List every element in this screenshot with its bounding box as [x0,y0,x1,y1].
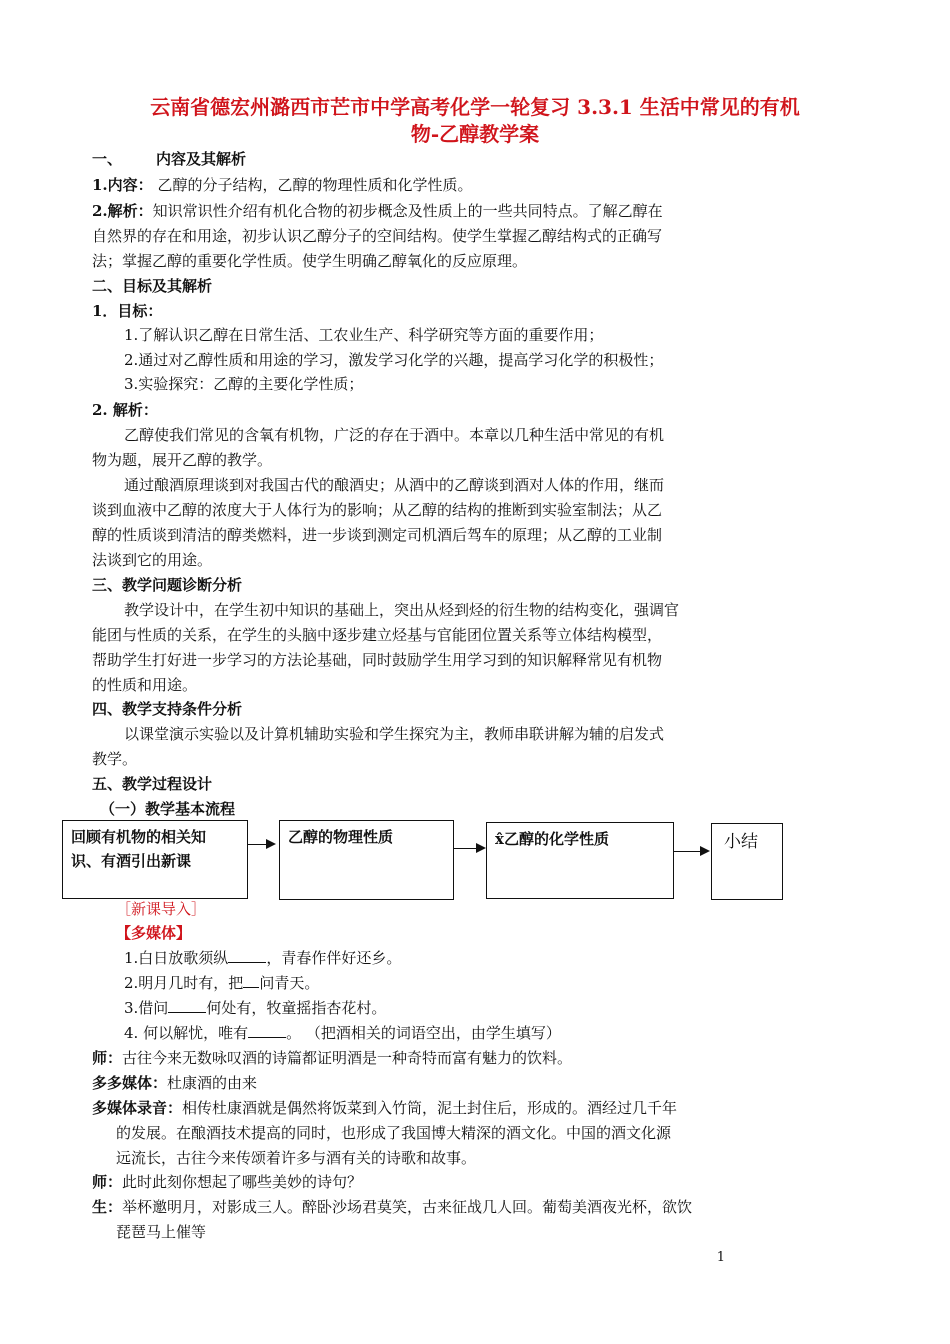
flow-arrow-3 [674,851,700,852]
student-text: 举杯邀明月，对影成三人。醉卧沙场君莫笑，古来征战几人回。葡萄美酒夜光杯，欲饮 [122,1198,693,1216]
flow-box-chemical-label: 乙醇的化学性质 [503,830,609,848]
fill-blank-2 [243,971,259,988]
analysis-2-label: 2. 解析： [92,401,158,419]
analysis-line-3: 法；掌握乙醇的重要化学性质。使学生明确乙醇氧化的反应原理。 [92,252,528,270]
analysis-2-p2-line-3: 醇的性质谈到清洁的醇类燃料，进一步谈到测定司机酒后驾车的原理；从乙醇的工业制 [92,526,663,544]
poem-3-start: 3.借问 [124,999,169,1017]
student-line-2: 琵琶马上催等 [116,1223,207,1241]
section-4-line-1: 以课堂演示实验以及计算机辅助实验和学生探究为主，教师串联讲解为辅的启发式 [124,725,665,743]
section-4-line-2: 教学。 [92,750,138,768]
multimedia-2-text: 杜康酒的由来 [167,1074,258,1092]
poem-line-1 [124,946,401,970]
section-1-heading [92,147,246,171]
teacher-line-1 [92,1046,572,1070]
flow-box-summary [711,823,783,900]
section-4-heading: 四、教学支持条件分析 [92,700,243,718]
flow-box-chemical-mark: x̂ [495,830,504,848]
flow-arrow-1 [248,844,266,845]
poem-4-end: 。 （把酒相关的词语空出，由学生填写） [286,1024,561,1042]
audio-line-3: 远流长，古往今来传颂着许多与酒有关的诗歌和故事。 [116,1149,477,1167]
flow-arrow-2 [454,848,476,849]
teacher-line-2 [92,1170,362,1194]
poem-2-end: 问青天。 [259,974,320,992]
flow-box-review [62,820,248,899]
flow-box-physical [279,820,454,900]
audio-line-1 [92,1096,677,1120]
section-3-heading: 三、教学问题诊断分析 [92,576,243,594]
analysis-2-p2-line-2: 谈到血液中乙醇的浓度大于人体行为的影响；从乙醇的结构的推断到实验室制法；从乙 [92,501,663,519]
section-3-line-2: 能团与性质的关系，在学生的头脑中逐步建立烃基与官能团位置关系等立体结构模型， [92,626,663,644]
poem-2-start: 2.明月几时有，把 [124,974,244,992]
section-3-line-1: 教学设计中，在学生初中知识的基础上，突出从烃到烃的衍生物的结构变化，强调官 [124,601,680,619]
teacher-label: 师： [92,1049,123,1067]
fill-blank-4 [248,1021,286,1038]
analysis-2-p1-line-2: 物为题，展开乙醇的教学。 [92,451,273,469]
flow-arrow-3-head [700,846,710,856]
multimedia-2-label: 多多媒体： [92,1074,168,1092]
student-label: 生： [92,1198,123,1216]
goal-3: 3.实验探究：乙醇的主要化学性质； [124,375,364,393]
analysis-line-1 [92,199,663,223]
page-title [80,94,870,148]
analysis-label: 2.解析： [92,202,153,220]
section-1-number: 一、 [92,150,123,168]
poem-1-start: 1.白日放歌须纵 [124,949,229,967]
flow-arrow-2-head [476,843,486,853]
content-text: 乙醇的分子结构，乙醇的物理性质和化学性质。 [157,176,473,194]
section-3-line-4: 的性质和用途。 [92,676,198,694]
audio-line-2: 的发展。在酿酒技术提高的同时，也形成了我国博大精深的酒文化。中国的酒文化源 [116,1124,672,1142]
goal-2: 2.通过对乙醇性质和用途的学习，激发学习化学的兴趣，提高学习化学的积极性； [124,351,664,369]
section-2-heading: 二、目标及其解析 [92,277,213,295]
analysis-2-p1-line-1: 乙醇使我们常见的含氧有机物，广泛的存在于酒中。本章以几种生活中常见的有机 [124,426,665,444]
section-1-title: 内容及其解析 [156,150,247,168]
section-3-line-3: 帮助学生打好进一步学习的方法论基础，同时鼓励学生用学习到的知识解释常见有机物 [92,651,663,669]
goals-label: 1．目标： [92,302,163,320]
audio-text: 相传杜康酒就是偶然将饭菜到入竹筒，泥土封住后，形成的。酒经过几千年 [182,1099,678,1117]
multimedia-2-line [92,1071,257,1095]
audio-label: 多媒体录音： [92,1099,183,1117]
analysis-text: 知识常识性介绍有机化合物的初步概念及性质上的一些共同特点。了解乙醇在 [152,202,663,220]
content-item [92,173,472,197]
flow-box-summary-label: 小结 [724,832,758,852]
flow-box-review-line-2: 识、有酒引出新课 [71,852,192,870]
analysis-2-p2-line-4: 法谈到它的用途。 [92,551,213,569]
flow-arrow-1-head [266,839,276,849]
analysis-2-p2-line-1: 通过酿酒原理谈到对我国古代的酿酒史；从酒中的乙醇谈到酒对人体的作用，继而 [124,476,665,494]
flow-box-chemical [486,822,674,899]
title-line-1: 云南省德宏州潞西市芒市中学高考化学一轮复习 3.3.1 生活中常见的有机 [150,95,800,119]
analysis-line-2: 自然界的存在和用途，初步认识乙醇分子的空间结构。使学生掌握乙醇结构式的正确写 [92,227,663,245]
title-line-2: 物-乙醇教学案 [410,122,540,146]
poem-1-end: ，青春作伴好还乡。 [266,949,402,967]
new-lesson-label: ［新课导入］ [116,900,207,918]
content-label: 1.内容： [92,176,153,194]
poem-3-end: 何处有，牧童摇指杏花村。 [206,999,387,1017]
page-number: 1 [716,1250,725,1265]
flow-box-physical-label: 乙醇的物理性质 [288,828,394,846]
poem-line-2 [124,971,319,995]
poem-line-3 [124,996,386,1020]
poem-line-4 [124,1021,561,1045]
fill-blank-3 [168,996,206,1013]
goal-1: 1.了解认识乙醇在日常生活、工农业生产、科学研究等方面的重要作用； [124,326,604,344]
teacher-2-text: 此时此刻你想起了哪些美妙的诗句？ [122,1173,363,1191]
fill-blank-1 [228,946,266,963]
poem-4-start: 4. 何以解忧，唯有 [124,1024,249,1042]
multimedia-label: 【多媒体】 [116,924,192,942]
student-line-1 [92,1195,692,1219]
flow-box-review-line-1: 回顾有机物的相关知 [71,828,207,846]
flow-subheading: （一）教学基本流程 [100,800,236,818]
section-5-heading: 五、教学过程设计 [92,775,213,793]
teacher-2-label: 师： [92,1173,123,1191]
teacher-text: 古往今来无数咏叹酒的诗篇都证明酒是一种奇特而富有魅力的饮料。 [122,1049,573,1067]
